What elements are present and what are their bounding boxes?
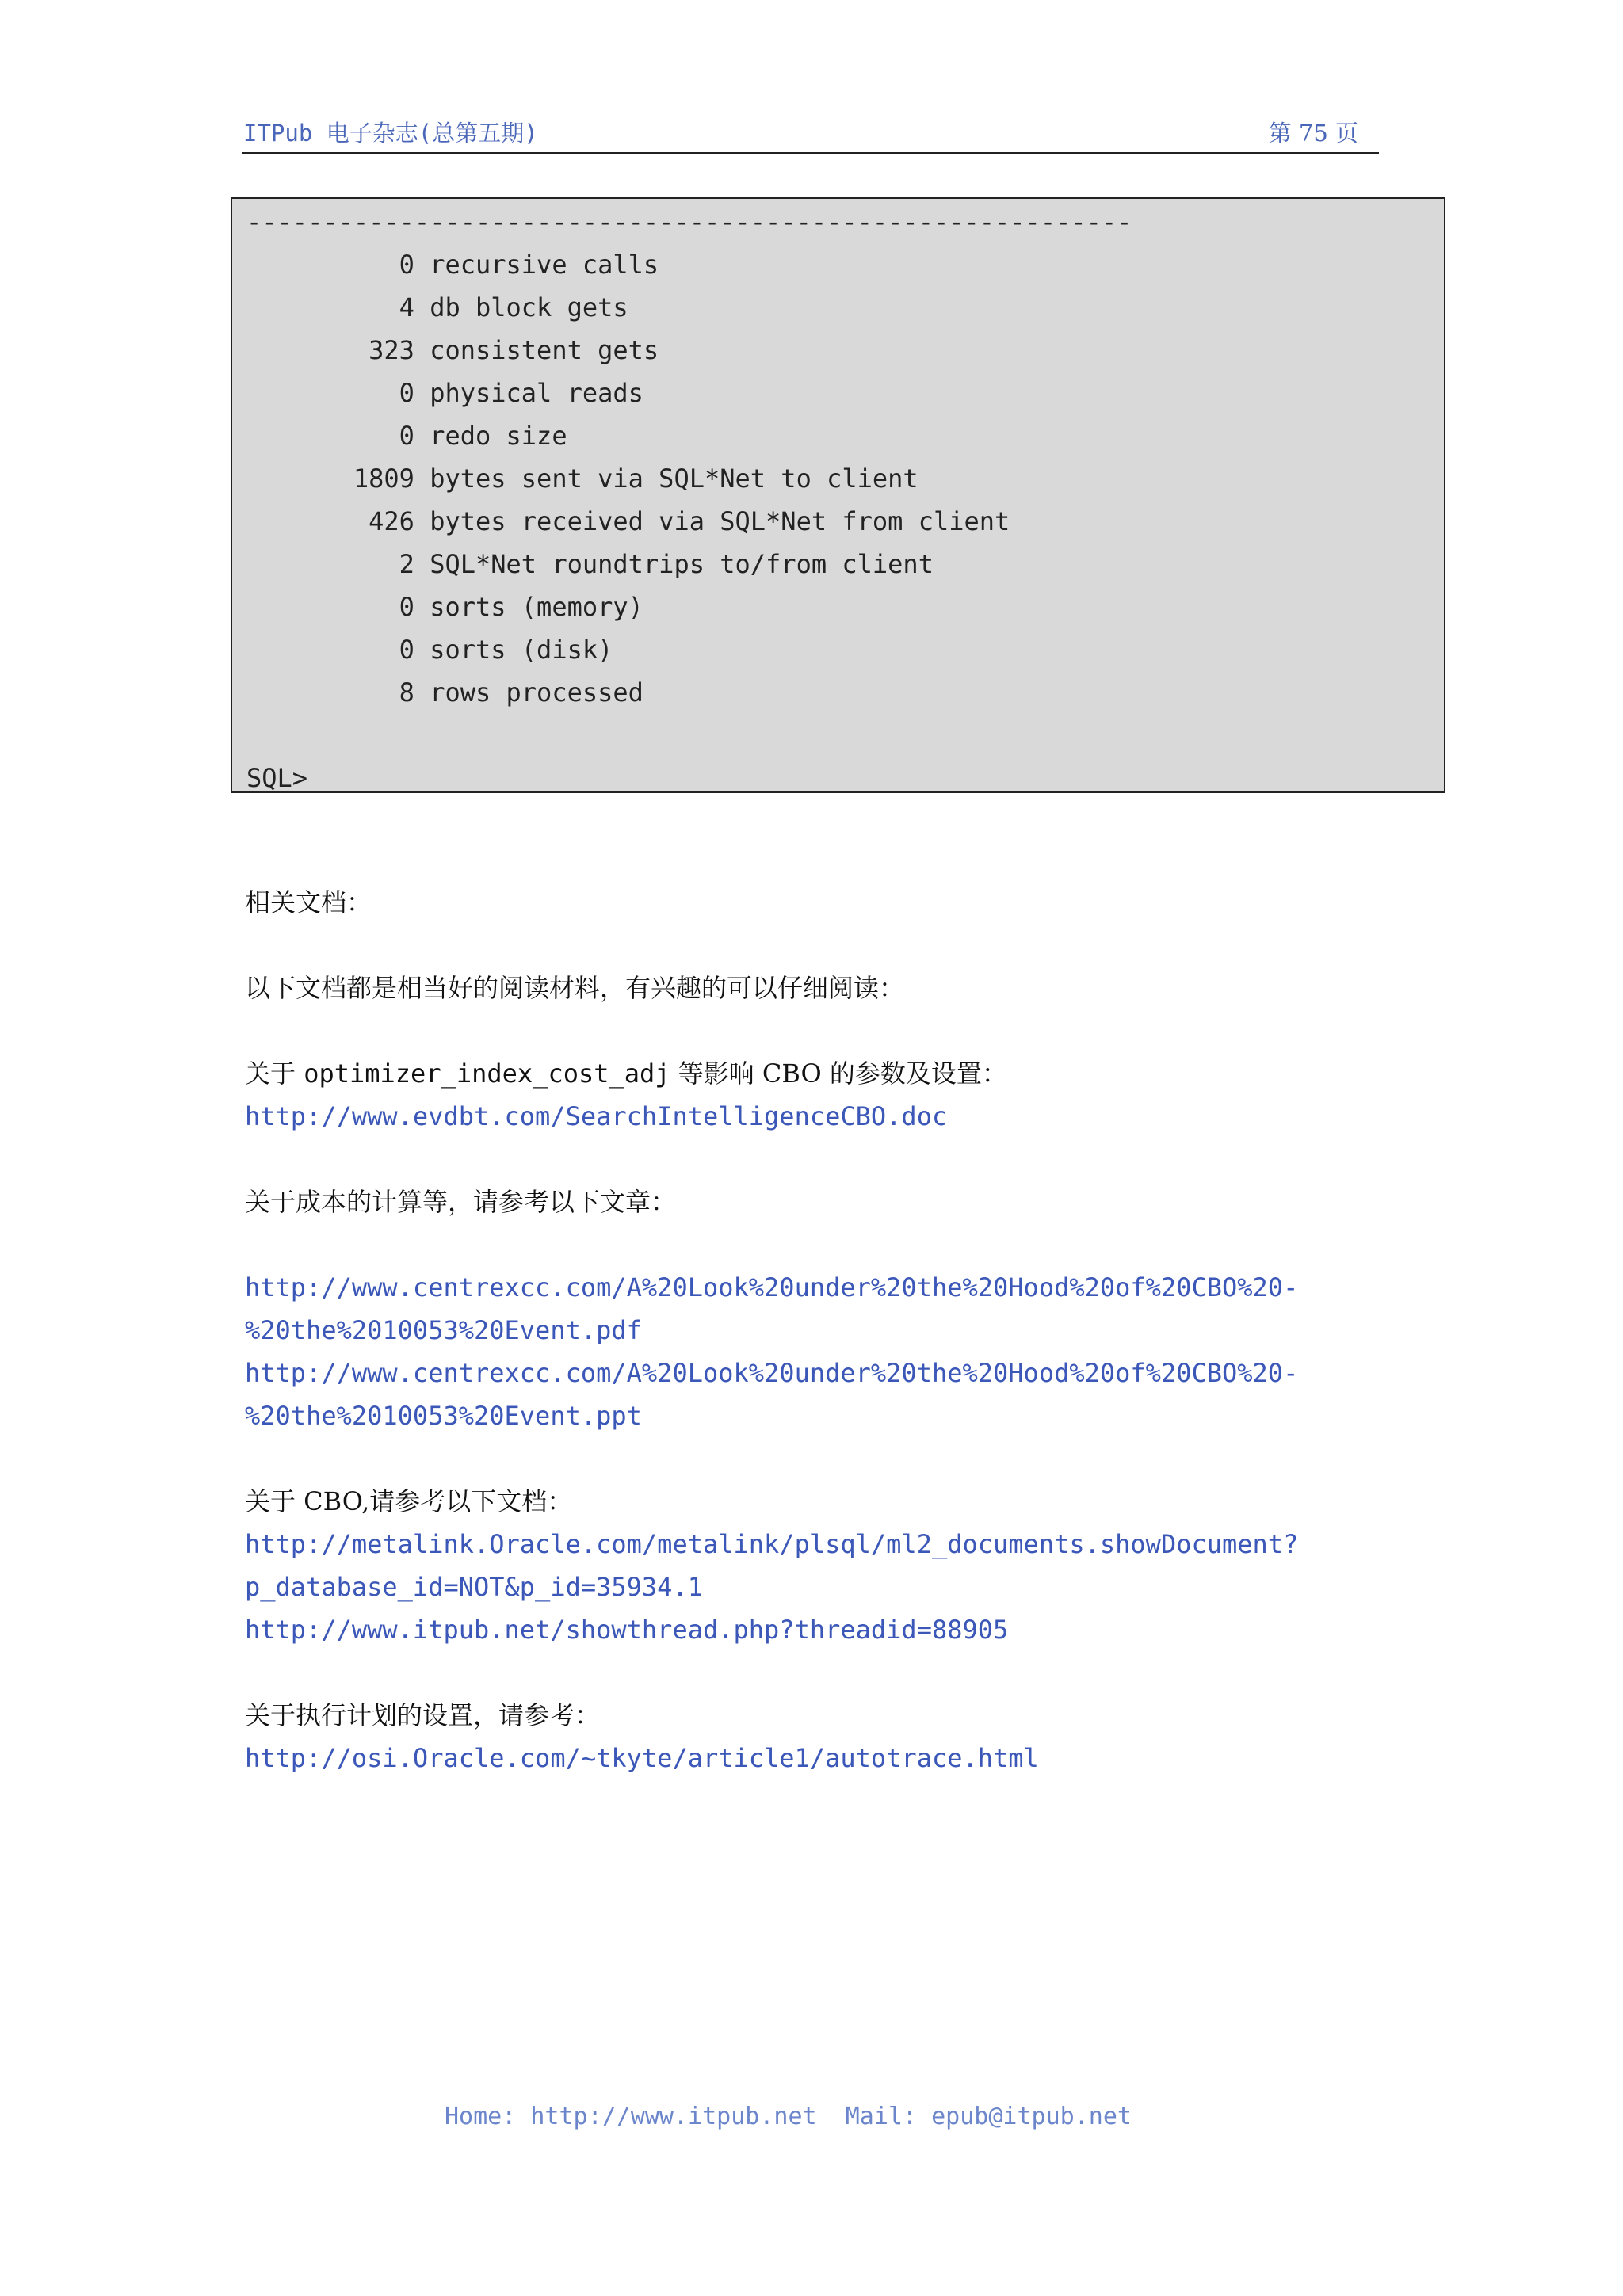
link-itpub-thread[interactable]: http://www.itpub.net/showthread.php?threadid=88905 [245,1615,1009,1645]
param-name: optimizer_index_cost_adj [304,1058,670,1089]
section-cbo-params [245,1058,1007,1089]
section-cbo-docs: 关于 CBO,请参考以下文档： [245,1486,573,1516]
code-line: 323 consistent gets [246,335,659,365]
link-metalink[interactable]: http://metalink.Oracle.com/metalink/plsql/ml2_documents.showDocument? [245,1529,1299,1559]
link-centrexcc-pdf[interactable]: http://www.centrexcc.com/A%20Look%20under%20the%20Hood%20of%20CBO%20- [245,1272,1299,1302]
code-line: 426 bytes received via SQL*Net from client [246,506,1010,536]
code-line: 2 SQL*Net roundtrips to/from client [246,549,934,579]
code-line: 1809 bytes sent via SQL*Net to client [246,463,918,494]
sql-prompt: SQL> [246,763,308,793]
page-header [242,113,1379,154]
intro-text: 以下文档都是相当好的阅读材料，有兴趣的可以仔细阅读： [245,973,905,1003]
code-line: 0 sorts (memory) [246,592,643,622]
code-line: 8 rows processed [246,677,643,707]
code-line: 0 physical reads [246,378,643,408]
page-number: 第 75 页 [1268,120,1358,147]
link-centrexcc-ppt-cont[interactable]: %20the%2010053%20Event.ppt [245,1401,642,1431]
page-footer: Home: http://www.itpub.net Mail: epub@itpub.net [445,2103,1132,2130]
code-line: 4 db block gets [246,292,628,322]
link-evdbt[interactable]: http://www.evdbt.com/SearchIntelligenceCBO.doc [245,1101,948,1131]
code-line: 0 sorts (disk) [246,635,613,665]
link-centrexcc-pdf-cont[interactable]: %20the%2010053%20Event.pdf [245,1315,642,1345]
section-text: 等影响 CBO 的参数及设置： [670,1058,1007,1089]
code-block [231,197,1445,793]
section-exec-plan: 关于执行计划的设置，请参考： [245,1700,601,1730]
link-autotrace[interactable]: http://osi.Oracle.com/~tkyte/article1/autotrace.html [245,1743,1039,1773]
link-centrexcc-ppt[interactable]: http://www.centrexcc.com/A%20Look%20under%20the%20Hood%20of%20CBO%20- [245,1358,1299,1388]
section-cost-calc: 关于成本的计算等，请参考以下文章： [245,1187,677,1217]
related-docs-heading: 相关文档： [245,887,372,917]
code-line: 0 recursive calls [246,250,659,280]
code-rule: ---------------------------------------------------------- [246,207,1132,237]
magazine-title: ITPub 电子杂志(总第五期) [243,120,538,147]
link-metalink-cont[interactable]: p_database_id=NOT&p_id=35934.1 [245,1572,703,1602]
section-text: 关于 [245,1058,304,1089]
code-line: 0 redo size [246,421,567,451]
